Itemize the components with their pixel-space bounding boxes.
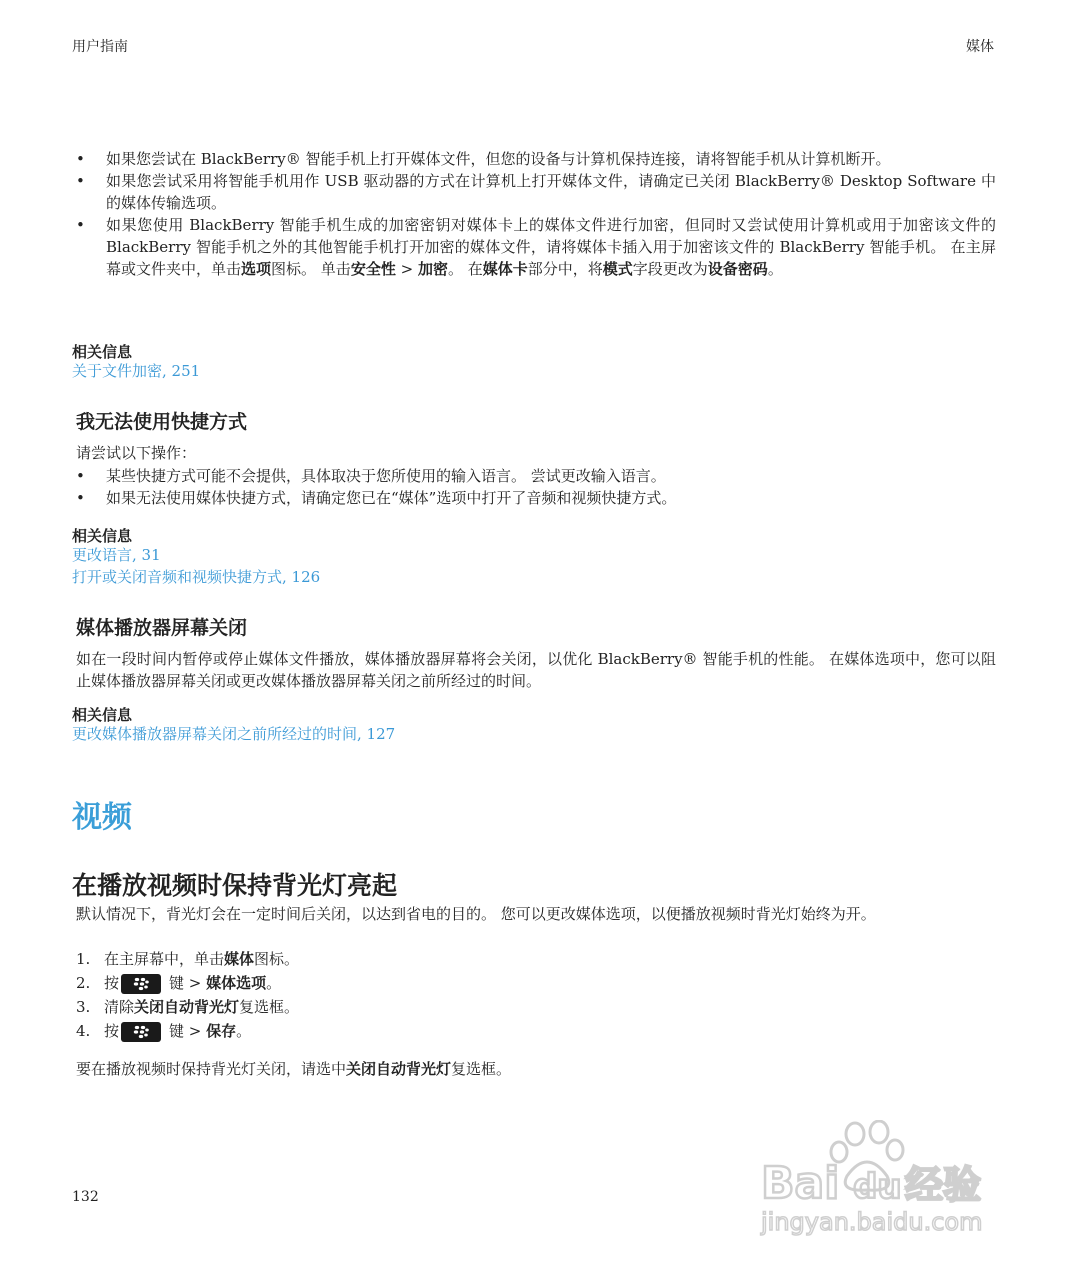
chapter-heading-video: 视频 [72,800,132,835]
options-term: 选项 [241,260,272,278]
header-section-title: 媒体 [966,39,994,55]
header-guide-title: 用户指南 [72,39,128,55]
media-card-term: 媒体卡 [482,260,528,278]
link-file-encryption[interactable]: 关于文件加密, 251 [72,362,201,380]
security-term: 安全性 [350,260,396,278]
step-item [76,1019,299,1043]
step-number: 4. [76,1022,91,1040]
menu-separator: > [395,260,418,278]
bullet-text: 如果您尝试采用将智能手机用作 USB 驱动器的方式在计算机上打开媒体文件，请确定已关闭 BlackBerry® Desktop Software 中的媒体传输选项。 [106,172,996,212]
key-label: 键 > [169,1022,207,1040]
svg-text:Bai: Bai [761,1158,840,1209]
bullet-text: 字段更改为 [632,260,708,278]
backlight-steps [76,947,299,1043]
step-text: 清除 [104,998,135,1016]
step-number: 3. [76,998,91,1016]
bullet-text: 图标。 单击 [271,260,351,278]
step-text: 按 [104,1022,120,1040]
bullet-text: 。 [767,260,783,278]
blackberry-menu-key-icon [121,1022,161,1042]
section-title-backlight: 在播放视频时保持背光灯亮起 [72,871,398,900]
outro-text: 要在播放视频时保持背光灯关闭，请选中 [76,1060,347,1078]
step-text: 复选框。 [239,998,300,1016]
step-item [76,947,299,971]
related-info-heading: 相关信息 [72,343,133,361]
auto-backlight-term: 关闭自动背光灯 [346,1060,452,1078]
bullet-text: 如果您尝试在 BlackBerry® 智能手机上打开媒体文件，但您的设备与计算机保持连接，请将智能手机从计算机断开。 [106,150,891,168]
auto-backlight-term: 关闭自动背光灯 [134,998,240,1016]
svg-text:jingyan.baidu.com: jingyan.baidu.com [761,1208,983,1236]
page-number: 132 [72,1189,99,1205]
link-media-shortcuts[interactable]: 打开或关闭音频和视频快捷方式, 126 [72,568,321,586]
related-info-heading: 相关信息 [72,527,133,545]
media-term: 媒体 [224,950,255,968]
bullet-text: 。 在 [447,260,483,278]
blackberry-menu-key-icon [121,974,161,994]
player-screen-paragraph: 如在一段时间内暂停或停止媒体文件播放，媒体播放器屏幕将会关闭，以优化 BlackBerry® 智能手机的性能。 在媒体选项中，您可以阻止媒体播放器屏幕关闭或更改媒体播放器屏幕关闭之前所经过的时间。 [76,650,996,690]
backlight-intro: 默认情况下，背光灯会在一定时间后关闭，以达到省电的目的。 您可以更改媒体选项，以便播放视频时背光灯始终为开。 [76,905,876,923]
related-info-heading: 相关信息 [72,706,133,724]
shortcuts-bullet-list [72,465,996,509]
link-change-language[interactable]: 更改语言, 31 [72,546,161,564]
bullet-text: 部分中，将 [527,260,603,278]
step-number: 2. [76,974,91,992]
step-text: 在主屏幕中，单击 [104,950,225,968]
backlight-outro [76,1058,996,1080]
device-password-term: 设备密码 [707,260,768,278]
step-item [76,995,299,1019]
step-text: 。 [236,1022,252,1040]
bullet-item: • 某些快捷方式可能不会提供，具体取决于您所使用的输入语言。 尝试更改输入语言。 [72,465,996,487]
link-screen-timeout[interactable]: 更改媒体播放器屏幕关闭之前所经过的时间, 127 [72,725,396,743]
step-text: 。 [266,974,282,992]
bullet-text: 如果您使用 BlackBerry 智能手机生成的加密密钥对媒体卡上的媒体文件进行加密，但同时又尝试使用计算机或用于加密该文件的 BlackBerry 智能手机之外的其他智能手机打开加密的媒体文件，请将媒体卡插入用于加密该文件的 BlackBerry 智能手机。 在主屏幕或文件夹中，单击 [106,216,996,278]
step-item [76,971,299,995]
step-text: 按 [104,974,120,992]
mode-term: 模式 [602,260,633,278]
section-title-shortcuts: 我无法使用快捷方式 [76,411,248,433]
step-text: 图标。 [254,950,300,968]
bullet-item [72,170,996,214]
encryption-term: 加密 [417,260,448,278]
baidu-jingyan-watermark [755,1120,1005,1240]
outro-text: 复选框。 [451,1060,512,1078]
step-number: 1. [76,950,91,968]
section-title-player-screen: 媒体播放器屏幕关闭 [76,617,248,639]
media-options-term: 媒体选项 [206,974,267,992]
svg-text:du: du [853,1167,902,1207]
shortcuts-intro: 请尝试以下操作： [76,444,197,462]
key-label: 键 > [169,974,207,992]
save-term: 保存 [206,1022,237,1040]
svg-text:经验: 经验 [905,1163,982,1207]
bullet-item [72,214,996,280]
troubleshoot-bullet-list [72,148,996,280]
bullet-item: • 如果无法使用媒体快捷方式，请确定您已在“媒体”选项中打开了音频和视频快捷方式。 [72,487,996,509]
bullet-item [72,148,996,170]
